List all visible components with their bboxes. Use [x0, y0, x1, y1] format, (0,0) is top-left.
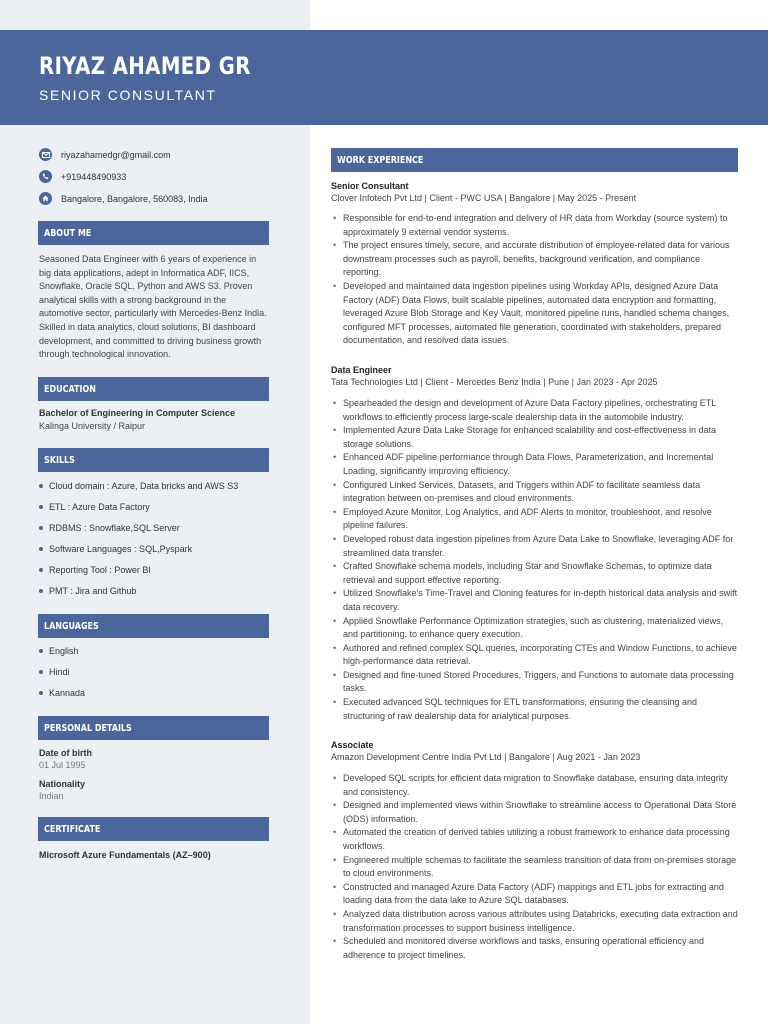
bullet-icon — [39, 589, 43, 593]
candidate-role: SENIOR CONSULTANT — [39, 87, 217, 103]
language-item: Kannada — [39, 688, 85, 698]
contact-email[interactable] — [39, 148, 171, 161]
dob-label: Date of birth — [39, 748, 92, 758]
phone-icon — [39, 170, 52, 183]
list-item: • Employed Azure Monitor, Log Analytics, and ADF Alerts to monitor, troubleshoot, and resolve pipeline failures. — [331, 506, 739, 533]
list-item: • Responsible for end-to-end integration and delivery of HR data from Workday (source system) to approximately 9 external vendor systems. — [331, 212, 739, 239]
list-item: • Developed robust data ingestion pipelines from Azure Data Lake to Snowflake, leveraging ADF for streamlined data transfer. — [331, 533, 739, 560]
certificate-name: Microsoft Azure Fundamentals (AZ–900) — [39, 850, 211, 860]
address-text: Bangalore, Bangalore, 560083, India — [61, 193, 208, 204]
contact-phone[interactable] — [39, 170, 126, 183]
section-header-skills: SKILLS — [38, 448, 269, 472]
skill-item: Cloud domain : Azure, Data bricks and AWS S3 — [39, 481, 238, 491]
skill-item: RDBMS : Snowflake,SQL Server — [39, 523, 180, 533]
job-bullets — [331, 772, 739, 962]
education-degree: Bachelor of Engineering in Computer Science — [39, 408, 236, 418]
nationality-label: Nationality — [39, 779, 86, 789]
list-item: • Automated the creation of derived tables utilizing a robust framework to enhance data processing workflows. — [331, 826, 739, 853]
bullet-icon — [39, 649, 43, 653]
list-item: • Configured Linked Services, Datasets, and Triggers within ADF to facilitate seamless data integration between on-premises and cloud environments. — [331, 479, 739, 506]
list-item: • Applied Snowflake Performance Optimization strategies, such as clustering, materialized views, and partitioning, to enhance query execution. — [331, 615, 739, 642]
list-item: • Designed and fine-tuned Stored Procedures, Triggers, and Functions to automate data processing tasks. — [331, 669, 739, 696]
job-bullets — [331, 212, 739, 348]
education-school: Kalinga University / Raipur — [39, 421, 146, 431]
dob-value: 01 Jul 1995 — [39, 760, 86, 770]
candidate-name: RIYAZ AHAMED GR — [39, 52, 251, 80]
list-item: • Utilized Snowflake's Time-Travel and Cloning features for in-depth historical data analysis and swift data recovery. — [331, 587, 739, 614]
section-header-languages: LANGUAGES — [38, 614, 269, 638]
bullet-icon — [39, 670, 43, 674]
bullet-icon — [39, 484, 43, 488]
about-text: Seasoned Data Engineer with 6 years of experience in big data applications, adept in Informatica ADF, IICS, Snowflake, Oracle SQL, Python and AWS S3. Proven analytical skills with a strong background in the automotive sector, particularly with Mercedes-Benz India. Skilled in data analytics, cloud solutions, BI dashboard development, and committed to driving business growth through technological innovation. — [39, 254, 267, 360]
list-item: • Authored and refined complex SQL queries, incorporating CTEs and Window Functions, to achieve high-performance data retrieval. — [331, 642, 739, 669]
list-item: • Spearheaded the design and development of Azure Data Factory pipelines, orchestrating ETL workflows to efficiently process large-scale dealership data in the automobile industry. — [331, 397, 739, 424]
section-header-about: ABOUT ME — [38, 221, 269, 245]
section-header-personal: PERSONAL DETAILS — [38, 716, 269, 740]
section-header-education: EDUCATION — [38, 377, 269, 401]
bullet-icon — [39, 526, 43, 530]
skill-item: Software Languages : SQL,Pyspark — [39, 544, 192, 554]
list-item: • Crafted Snowflake schema models, including Star and Snowflake Schemas, to optimize data retrieval and support effective reporting. — [331, 560, 739, 587]
job-title: Associate — [331, 740, 374, 750]
bullet-icon — [39, 505, 43, 509]
list-item: • Analyzed data distribution across various attributes using Databricks, executing data extraction and transformation processes to support business intelligence. — [331, 908, 739, 935]
job-title: Senior Consultant — [331, 181, 409, 191]
language-item: Hindi — [39, 667, 70, 677]
bullet-icon — [39, 691, 43, 695]
bullet-icon — [39, 547, 43, 551]
skill-item: PMT : Jira and Github — [39, 586, 136, 596]
contact-address — [39, 192, 208, 205]
list-item: • Engineered multiple schemas to facilitate the seamless transition of data from on-premises storage to cloud environments. — [331, 854, 739, 881]
job-subtitle: Tata Technologies Ltd | Client - Mercedes Benz India | Pune | Jan 2023 - Apr 2025 — [331, 377, 658, 387]
resume-header — [0, 30, 768, 125]
email-icon — [39, 148, 52, 161]
nationality-value: Indian — [39, 791, 64, 801]
skill-item: ETL : Azure Data Factory — [39, 502, 150, 512]
email-text: riyazahamedgr@gmail.com — [61, 149, 171, 160]
list-item: • Implemented Azure Data Lake Storage for enhanced scalability and cost-effectiveness in data storage solutions. — [331, 424, 739, 451]
phone-text: +919448490933 — [61, 171, 127, 182]
list-item: • Developed SQL scripts for efficient data migration to Snowflake database, ensuring data integrity and consistency. — [331, 772, 739, 799]
job-bullets — [331, 397, 739, 723]
list-item: • The project ensures timely, secure, and accurate distribution of employee-related data for various downstream processes such as payroll, benefits, background verification, and compliance reporting. — [331, 239, 739, 280]
home-icon — [39, 192, 52, 205]
job-title: Data Engineer — [331, 365, 392, 375]
list-item: • Designed and implemented views within Snowflake to streamline access to Operational Data Store (ODS) information. — [331, 799, 739, 826]
list-item: • Developed and maintained data ingestion pipelines using Workday APIs, designed Azure Data Factory (ADF) Data Flows, built scalable pipelines, automated data encryption and formatting, leveraged Azure Blob Storage and Key Vault, monitored pipeline runs, handled schema changes, configured MFT processes, automated file generation, coordinated with stakeholders, prepared documentation, and resolved data issues. — [331, 280, 739, 348]
skill-item: Reporting Tool : Power BI — [39, 565, 151, 575]
language-item: English — [39, 646, 79, 656]
section-header-certificate: CERTIFICATE — [38, 817, 269, 841]
section-header-work: WORK EXPERIENCE — [331, 148, 738, 172]
job-subtitle: Clover Infotech Pvt Ltd | Client - PWC USA | Bangalore | May 2025 - Present — [331, 193, 637, 203]
bullet-icon — [39, 568, 43, 572]
list-item: • Executed advanced SQL techniques for ETL transformations, ensuring the cleansing and structuring of raw dealership data for analytical purposes. — [331, 696, 739, 723]
job-subtitle: Amazon Development Centre India Pvt Ltd | Bangalore | Aug 2021 - Jan 2023 — [331, 752, 641, 762]
list-item: • Constructed and managed Azure Data Factory (ADF) mappings and ETL jobs for extracting and loading data from the data lake to Azure SQL databases. — [331, 881, 739, 908]
list-item: • Enhanced ADF pipeline performance through Data Flows, Parameterization, and Incremental Loading, significantly improving efficiency. — [331, 451, 739, 478]
list-item: • Scheduled and monitored diverse workflows and tasks, ensuring operational efficiency and adherence to project timelines. — [331, 935, 739, 962]
